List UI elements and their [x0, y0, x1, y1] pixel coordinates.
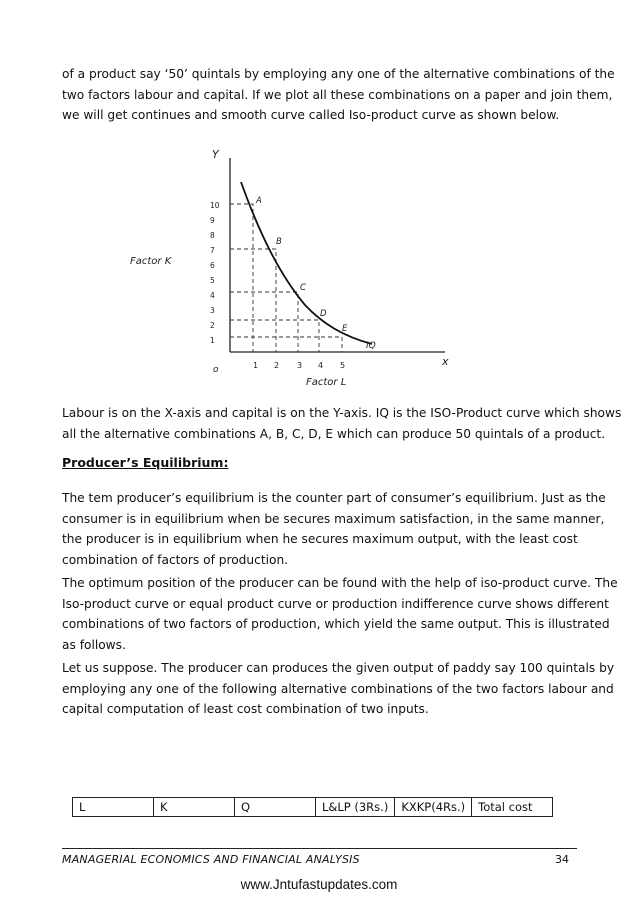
- x-tick-label: 2: [274, 361, 280, 370]
- section-heading: Producer’s Equilibrium:: [62, 455, 229, 470]
- y-tick-label: 1: [210, 336, 215, 345]
- curve-label: IQ: [366, 341, 376, 351]
- x-axis-end-label: x: [442, 355, 449, 368]
- table-header-cell: KXKP(4Rs.): [395, 798, 472, 817]
- y-tick-label: 5: [210, 276, 215, 285]
- text-line: Iso-product curve or equal product curve or production indifference curve shows different: [62, 596, 609, 611]
- point-label: A: [256, 196, 262, 206]
- equilibrium-paragraph: [62, 488, 606, 570]
- table-header-cell: L&LP (3Rs.): [316, 798, 395, 817]
- point-labels: [255, 196, 348, 334]
- suppose-paragraph: [62, 658, 615, 720]
- origin-label: o: [213, 365, 219, 375]
- intro-paragraph: [62, 64, 615, 126]
- text-line: all the alternative combinations A, B, C, D, E which can produce 50 quintals of a product.: [62, 426, 606, 441]
- x-tick-labels: [253, 361, 345, 370]
- x-tick-label: 4: [318, 361, 324, 370]
- y-tick-label: 6: [210, 261, 215, 270]
- x-tick-label: 1: [253, 361, 259, 370]
- table-header-row: [73, 798, 553, 817]
- factor-l-label: Factor L: [306, 377, 347, 388]
- text-line: consumer is in equilibrium when be secures maximum satisfaction, in the same manner,: [62, 511, 605, 526]
- text-line: two factors labour and capital. If we plot all these combinations on a paper and join them,: [62, 87, 613, 102]
- x-tick-label: 3: [297, 361, 303, 370]
- text-line: capital computation of least cost combination of two inputs.: [62, 702, 429, 716]
- footer-title: MANAGERIAL ECONOMICS AND FINANCIAL ANALYSIS: [62, 853, 360, 866]
- x-tick-label: 5: [340, 361, 346, 370]
- table-header-cell: K: [154, 798, 235, 817]
- text-line: the producer is in equilibrium when he secures maximum output, with the least cost: [62, 532, 578, 546]
- axes-paragraph: [62, 403, 622, 444]
- y-tick-label: 8: [210, 231, 215, 240]
- table-header-cell: Total cost: [472, 798, 553, 817]
- text-line: of a product say ‘50’ quintals by employing any one of the alternative combinations of the: [62, 67, 615, 81]
- text-line: The tem producer’s equilibrium is the counter part of consumer’s equilibrium. Just as the: [62, 491, 606, 505]
- cost-table: [72, 797, 553, 817]
- y-tick-label: 4: [210, 291, 215, 300]
- y-axis-label: Y: [212, 148, 219, 161]
- text-line: combinations of two factors of production, which yield the same output. This is illustrated: [62, 617, 610, 631]
- table-header-cell: L: [73, 798, 154, 817]
- iso-product-curve-figure: [110, 140, 470, 395]
- website-link[interactable]: www.Jntufastupdates.com: [240, 877, 398, 892]
- text-line: Let us suppose. The producer can produces the given output of paddy say 100 quintals by: [62, 661, 615, 675]
- table-header-cell: Q: [235, 798, 316, 817]
- point-label: E: [342, 324, 348, 334]
- text-line: Labour is on the X-axis and capital is on the Y-axis. IQ is the ISO-Product curve which shows: [62, 406, 622, 420]
- text-line: The optimum position of the producer can be found with the help of iso-product curve. The: [62, 576, 618, 590]
- page-number: 34: [555, 853, 569, 866]
- y-tick-label: 10: [210, 201, 220, 210]
- text-line: we will get continues and smooth curve called Iso-product curve as shown below.: [62, 108, 560, 122]
- y-tick-label: 3: [210, 306, 215, 315]
- y-tick-label: 9: [210, 216, 215, 225]
- optimum-paragraph: [62, 573, 618, 655]
- footer-divider: [62, 848, 577, 849]
- text-line: as follows.: [62, 637, 126, 652]
- y-tick-label: 7: [210, 246, 215, 255]
- point-label: D: [320, 309, 327, 319]
- point-label: C: [300, 283, 306, 293]
- factor-k-label: Factor K: [130, 256, 172, 267]
- point-label: B: [276, 237, 282, 247]
- text-line: employing any one of the following alternative combinations of the two factors labour and: [62, 681, 614, 696]
- y-tick-labels: [210, 201, 220, 345]
- text-line: combination of factors of production.: [62, 552, 289, 567]
- y-tick-label: 2: [210, 321, 215, 330]
